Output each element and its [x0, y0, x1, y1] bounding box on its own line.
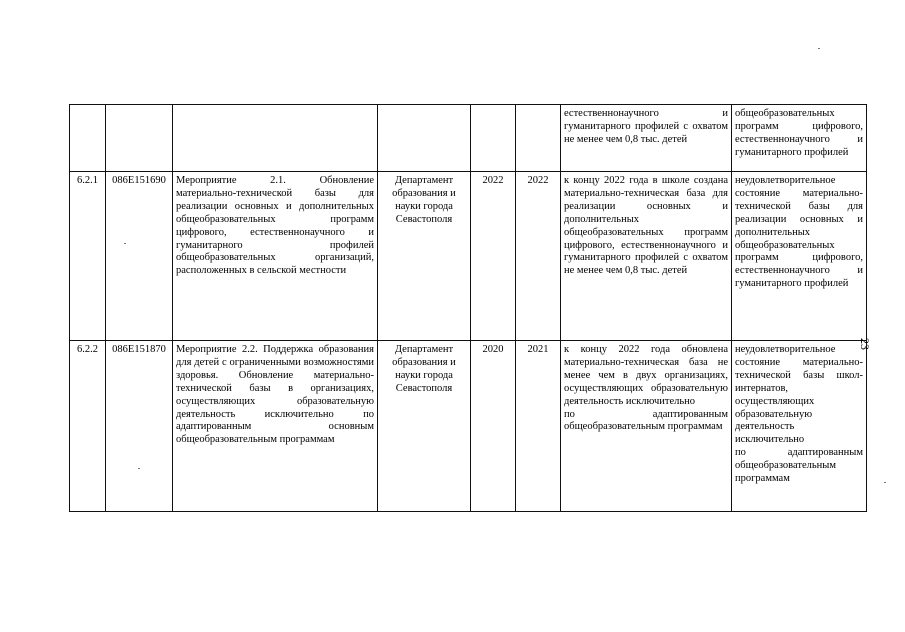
end-year: 2021: [516, 341, 561, 512]
consequence-cell: неудовлетворительное состояние материально-технической базы школ-интернатов, осуществляющих образовательную деятельность исключительно по адаптированным общеобразовательным программам: [732, 341, 867, 512]
table-row: [70, 172, 867, 341]
scan-speck: [884, 482, 886, 483]
row-code: [106, 105, 173, 172]
row-code: 086Е151870: [106, 341, 173, 512]
consequence-cell: неудовлетворительное состояние материально-технической базы для реализации основных и дополнительных общеобразовательных программ цифрового, естественнонаучного и гуманитарного профилей: [732, 172, 867, 341]
row-number: [70, 105, 106, 172]
result-cell: к концу 2022 года обновлена материально-техническая база не менее чем в двух организациях, осуществляющих образовательную деятельность исключительно по адаптированным общеобразовательным программам: [561, 341, 732, 512]
table-row: [70, 105, 867, 172]
executor-cell: Департамент образования и науки города Севастополя: [378, 172, 471, 341]
result-cell: естественнонаучного и гуманитарного профилей с охватом не менее чем 0,8 тыс. детей: [561, 105, 732, 172]
table-row: [70, 341, 867, 512]
end-year: 2022: [516, 172, 561, 341]
activity-cell: [173, 105, 378, 172]
end-year: [516, 105, 561, 172]
scan-speck: [124, 243, 126, 244]
consequence-cell: общеобразовательных программ цифрового, естественнонаучного и гуманитарного профилей: [732, 105, 867, 172]
row-code: 086Е151690: [106, 172, 173, 341]
executor-cell: [378, 105, 471, 172]
row-number: 6.2.1: [70, 172, 106, 341]
page-number: 23: [858, 338, 872, 350]
activity-cell: Мероприятие 2.2. Поддержка образования для детей с ограниченными возможностями здоровья. Обновление материально-технической базы в организациях, осуществляющих образовательную деятельность исключительно по адаптированным основным общеобразовательным программам: [173, 341, 378, 512]
start-year: 2022: [471, 172, 516, 341]
start-year: [471, 105, 516, 172]
scan-speck: [818, 48, 820, 49]
activity-cell: Мероприятие 2.1. Обновление материально-технической базы для реализации основных и дополнительных общеобразовательных программ цифрового, естественнонаучного и гуманитарного профилей общеобразовательных организаций, расположенных в сельской местности: [173, 172, 378, 341]
row-number: 6.2.2: [70, 341, 106, 512]
result-cell: к концу 2022 года в школе создана материально-техническая база для реализации основных и дополнительных общеобразовательных программ цифрового, естественнонаучного и гуманитарного профилей с охватом не менее чем 0,8 тыс. детей: [561, 172, 732, 341]
start-year: 2020: [471, 341, 516, 512]
executor-cell: Департамент образования и науки города Севастополя: [378, 341, 471, 512]
activities-table: [69, 104, 867, 512]
scan-speck: [138, 468, 140, 469]
